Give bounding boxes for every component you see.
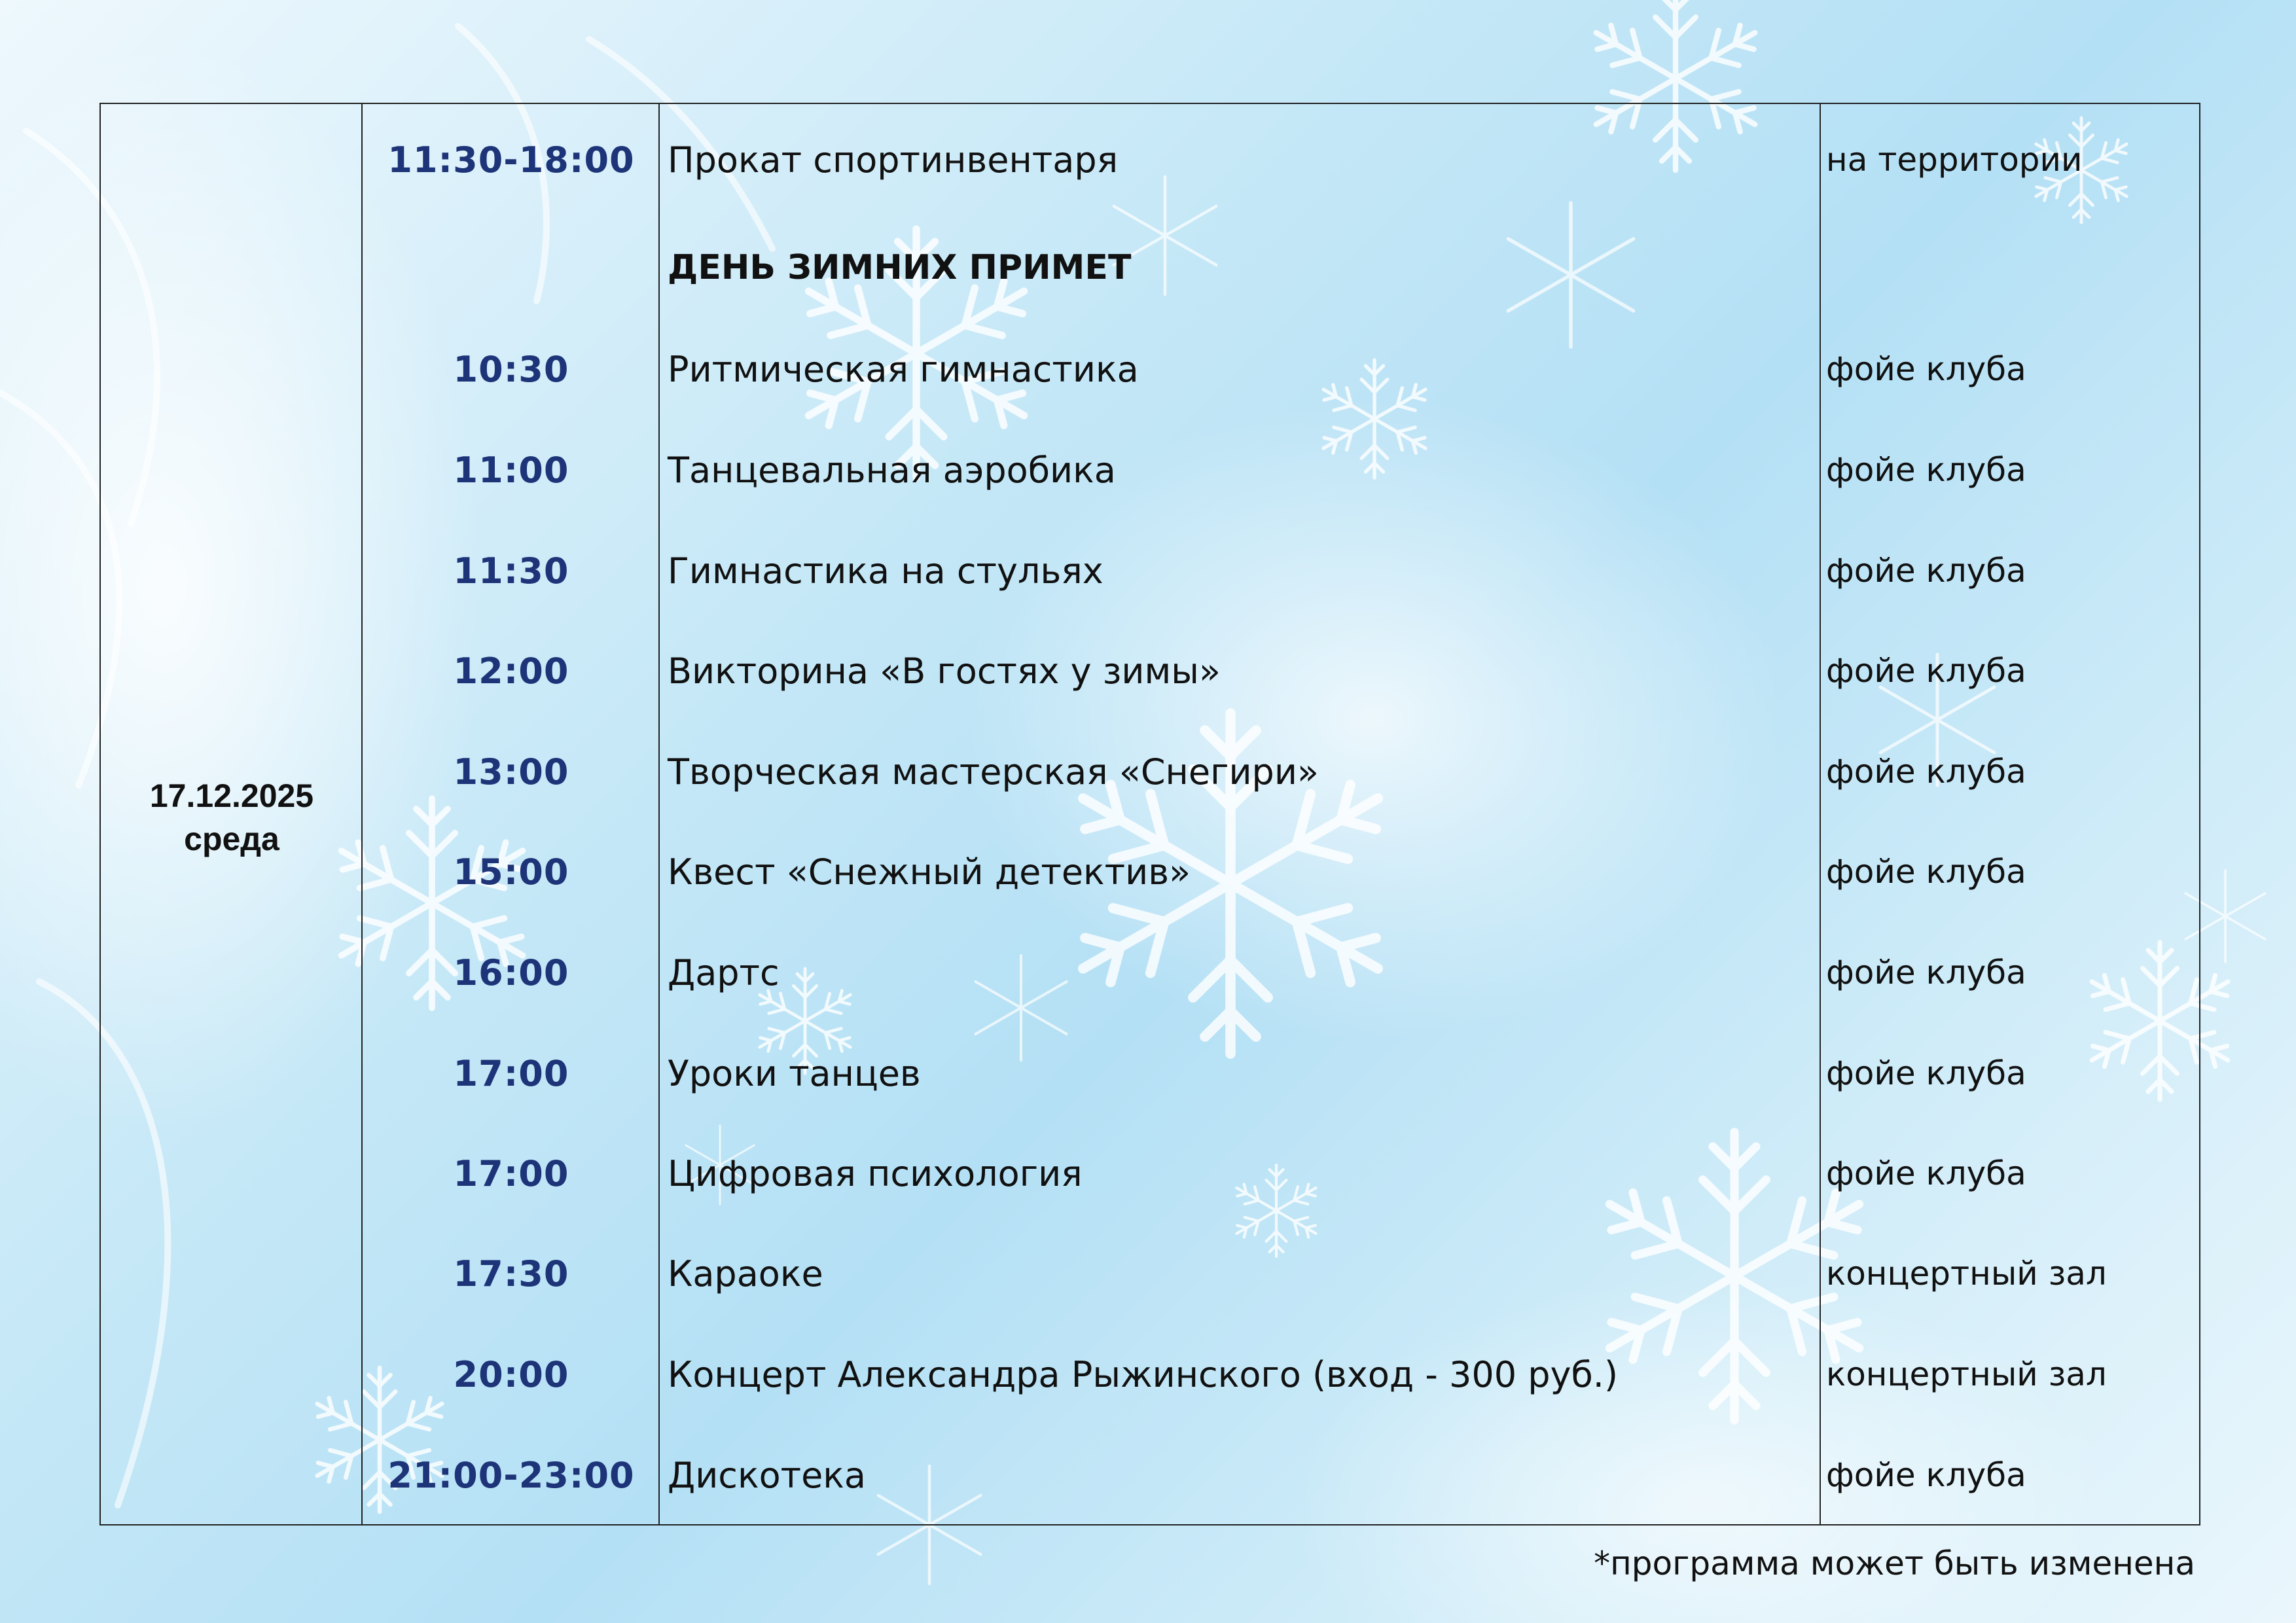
event-name: Гимнастика на стульях (668, 550, 1103, 592)
event-time: 15:00 (453, 851, 569, 893)
date-value: 17.12.2025 (149, 777, 314, 814)
event-time: 13:00 (453, 751, 569, 793)
event-name: Дартс (668, 952, 780, 993)
schedule-row (101, 431, 2199, 509)
event-time: 21:00-23:00 (387, 1454, 635, 1496)
event-place: фойе клуба (1826, 1456, 2026, 1494)
event-place: концертный зал (1826, 1355, 2107, 1393)
schedule-row (101, 632, 2199, 710)
event-name: Дискотека (668, 1454, 867, 1496)
event-time: 17:00 (453, 1152, 569, 1194)
schedule-row (101, 1335, 2199, 1414)
schedule-row (101, 1134, 2199, 1213)
schedule-row (101, 1234, 2199, 1313)
event-place: фойе клуба (1826, 552, 2026, 590)
event-name: Творческая мастерская «Снегири» (668, 751, 1319, 793)
event-time: 17:00 (453, 1052, 569, 1094)
event-place: фойе клуба (1826, 853, 2026, 891)
event-name: Ритмическая гимнастика (668, 348, 1139, 390)
schedule-row (101, 732, 2199, 811)
event-place: фойе клуба (1826, 753, 2026, 791)
event-place: фойе клуба (1826, 652, 2026, 690)
event-place: фойе клуба (1826, 954, 2026, 991)
event-place (1826, 228, 2199, 307)
event-name: Викторина «В гостях у зимы» (668, 650, 1221, 692)
event-name: Концерт Александра Рыжинского (вход - 300 руб.) (668, 1353, 1619, 1395)
event-time (364, 228, 658, 307)
event-name: Уроки танцев (668, 1052, 921, 1094)
event-place: фойе клуба (1826, 1054, 2026, 1092)
schedule-row (101, 330, 2199, 408)
event-place: фойе клуба (1826, 1154, 2026, 1192)
schedule-row (101, 531, 2199, 610)
event-time: 12:00 (453, 650, 569, 692)
event-time: 11:30 (453, 550, 569, 592)
event-name: Танцевальная аэробика (668, 449, 1116, 491)
schedule-row (101, 120, 2199, 199)
footnote: *программа может быть изменена (1594, 1544, 2195, 1582)
schedule-row (101, 832, 2199, 911)
schedule-row (101, 228, 2199, 307)
section-heading: ДЕНЬ ЗИМНИХ ПРИМЕТ (668, 248, 1132, 287)
event-place: фойе клуба (1826, 350, 2026, 388)
schedule-table (99, 103, 2200, 1525)
event-time: 17:30 (453, 1253, 569, 1294)
event-time: 10:30 (453, 348, 569, 390)
event-time: 11:30-18:00 (387, 139, 635, 181)
event-name: Прокат спортинвентаря (668, 139, 1119, 181)
event-name: Квест «Снежный детектив» (668, 851, 1191, 893)
event-time: 20:00 (453, 1353, 569, 1395)
weekday-value: среда (184, 821, 279, 857)
schedule-row (101, 933, 2199, 1012)
event-time: 16:00 (453, 952, 569, 993)
event-place: концертный зал (1826, 1255, 2107, 1293)
schedule-row (101, 1436, 2199, 1514)
event-name: Караоке (668, 1253, 823, 1294)
event-place: на территории (1826, 141, 2083, 179)
event-time: 11:00 (453, 449, 569, 491)
event-place: фойе клуба (1826, 451, 2026, 489)
schedule-row (101, 1034, 2199, 1113)
event-name: Цифровая психология (668, 1152, 1083, 1194)
